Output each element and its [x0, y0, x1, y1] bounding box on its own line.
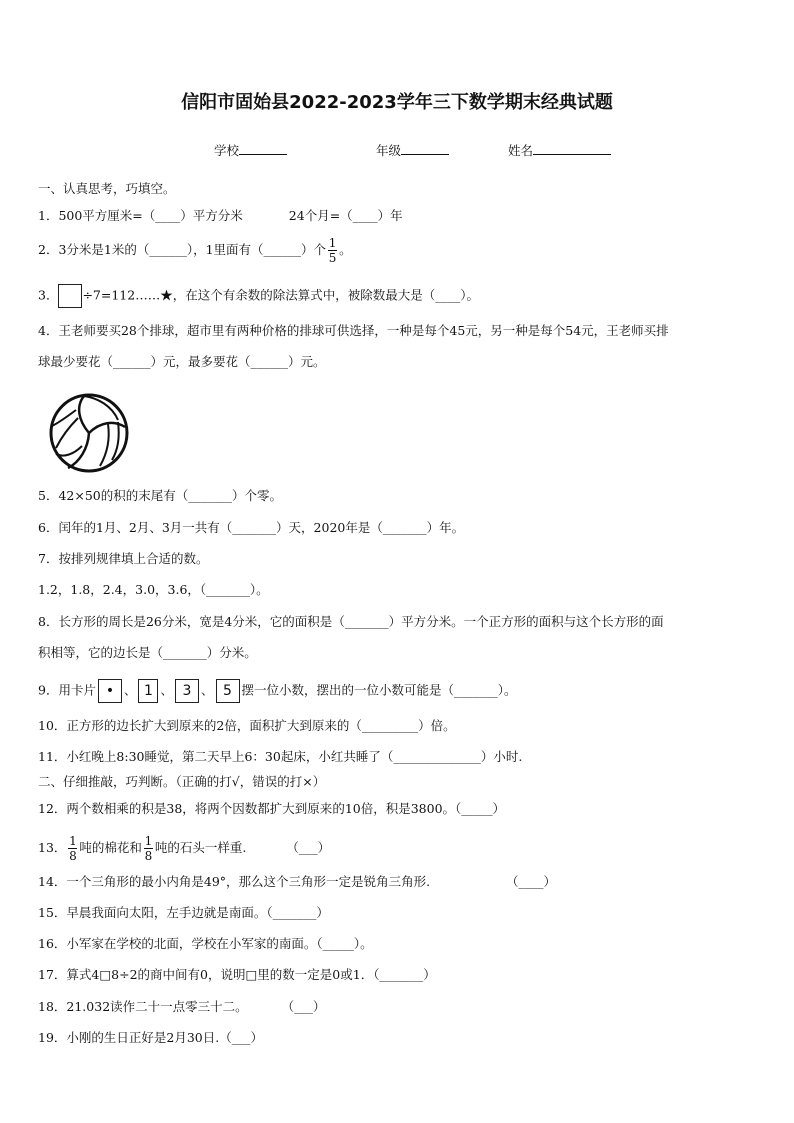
- question-19: 19．小刚的生日正好是2月30日.（___）: [38, 1030, 263, 1045]
- question-2: [38, 236, 352, 265]
- section-1-heading: 一、认真思考，巧填空。: [38, 181, 176, 196]
- card-5: 5: [216, 679, 240, 703]
- question-4-line-2: 球最少要花（______）元，最多要花（______）元。: [38, 354, 326, 369]
- question-13-text-a: 吨的棉花和: [79, 840, 142, 855]
- section-2-heading: 二、仔细推敲，巧判断。（正确的打√，错误的打×）: [38, 774, 326, 789]
- question-10: 10．正方形的边长扩大到原来的2倍，面积扩大到原来的（_________）倍。: [38, 718, 456, 733]
- fraction-numerator: 1: [328, 236, 337, 250]
- name-label: 姓名: [508, 143, 534, 158]
- question-4-line-1: 4．王老师要买28个排球，超市里有两种价格的排球可供选择，一种是每个45元，另一种是每个54元，王老师买排: [38, 323, 669, 338]
- separator: 、: [123, 682, 137, 698]
- school-blank[interactable]: [239, 142, 287, 155]
- question-3: [38, 284, 479, 308]
- question-11: 11．小红晚上8:30睡觉，第二天早上6：30起床，小红共睡了（______________）小时.: [38, 749, 523, 764]
- question-1-part-b: 24个月=（____）年: [288, 208, 403, 223]
- fraction-one-fifth: [328, 236, 337, 265]
- question-13-text-b: 吨的石头一样重.: [154, 840, 247, 855]
- question-9: [38, 679, 517, 703]
- question-2-text: 2．3分米是1米的（______），1里面有（______）个: [38, 242, 327, 257]
- separator: 、: [160, 682, 173, 698]
- card-3: 3: [175, 679, 199, 703]
- question-3-text: ÷7=112……★，在这个有余数的除法算式中，被除数最大是（____）。: [82, 287, 479, 303]
- question-14-answer[interactable]: （____）: [506, 874, 557, 889]
- question-13: [38, 834, 330, 863]
- grade-blank[interactable]: [401, 142, 449, 155]
- question-13-answer[interactable]: （___）: [286, 840, 331, 855]
- fraction-numerator: 1: [144, 834, 153, 848]
- fraction-one-eighth: [144, 834, 153, 863]
- school-label: 学校: [214, 143, 240, 158]
- question-18: [38, 998, 325, 1016]
- dividend-box[interactable]: [58, 284, 82, 308]
- grade-label: 年级: [376, 143, 402, 158]
- question-17: 17．算式4□8÷2的商中间有0，说明□里的数一定是0或1．（_______）: [38, 967, 436, 982]
- school-field[interactable]: [214, 141, 287, 159]
- fraction-denominator: 5: [328, 251, 337, 265]
- question-15: 15．早晨我面向太阳，左手边就是南面。（_______）: [38, 905, 329, 920]
- question-5: 5．42×50的积的末尾有（_______）个零。: [38, 488, 282, 503]
- question-2-end: 。: [339, 242, 352, 257]
- question-14-text: 14．一个三角形的最小内角是49°，那么这个三角形一定是锐角三角形.: [38, 874, 431, 889]
- card-1: 1: [138, 679, 158, 703]
- question-8-line-1: 8．长方形的周长是26分米，宽是4分米，它的面积是（_______）平方分米。一个正方形的面积与这个长方形的面: [38, 614, 664, 629]
- volleyball-icon: [48, 392, 130, 474]
- question-7-sequence: 1.2，1.8，2.4，3.0，3.6，（_______）。: [38, 582, 269, 597]
- question-9-text-a: 9．用卡片: [38, 682, 96, 698]
- question-1-part-a: 1．500平方厘米=（____）平方分米: [38, 208, 243, 223]
- name-blank[interactable]: [533, 142, 611, 155]
- question-6: 6．闰年的1月、2月、3月一共有（_______）天，2020年是（_______）年。: [38, 520, 465, 535]
- fraction-denominator: 8: [144, 849, 153, 863]
- name-field[interactable]: [508, 141, 611, 159]
- question-18-answer[interactable]: （___）: [281, 999, 326, 1014]
- fraction-numerator: 1: [69, 834, 77, 848]
- separator: 、: [200, 682, 214, 698]
- page-title: 信阳市固始县2022-2023学年三下数学期末经典试题: [181, 92, 613, 113]
- fraction-denominator: 8: [69, 849, 77, 863]
- card-dot: •: [98, 679, 122, 703]
- question-3-number: 3．: [38, 287, 59, 303]
- question-13-number: 13．: [38, 840, 67, 855]
- question-8-line-2: 积相等，它的边长是（_______）分米。: [38, 645, 257, 660]
- question-14: [38, 873, 556, 891]
- question-18-text: 18．21.032读作二十一点零三十二。: [38, 999, 248, 1014]
- question-7: 7．按排列规律填上合适的数。: [38, 551, 209, 566]
- question-16: 16．小军家在学校的北面，学校在小军家的南面。（_____）。: [38, 936, 373, 951]
- grade-field[interactable]: [376, 141, 449, 159]
- question-12: 12．两个数相乘的积是38，将两个因数都扩大到原来的10倍，积是3800。（_____）: [38, 801, 506, 816]
- question-1: [38, 207, 403, 225]
- fraction-one-eighth: [68, 834, 77, 863]
- question-9-text-b: 摆一位小数，摆出的一位小数可能是（_______）。: [241, 682, 517, 698]
